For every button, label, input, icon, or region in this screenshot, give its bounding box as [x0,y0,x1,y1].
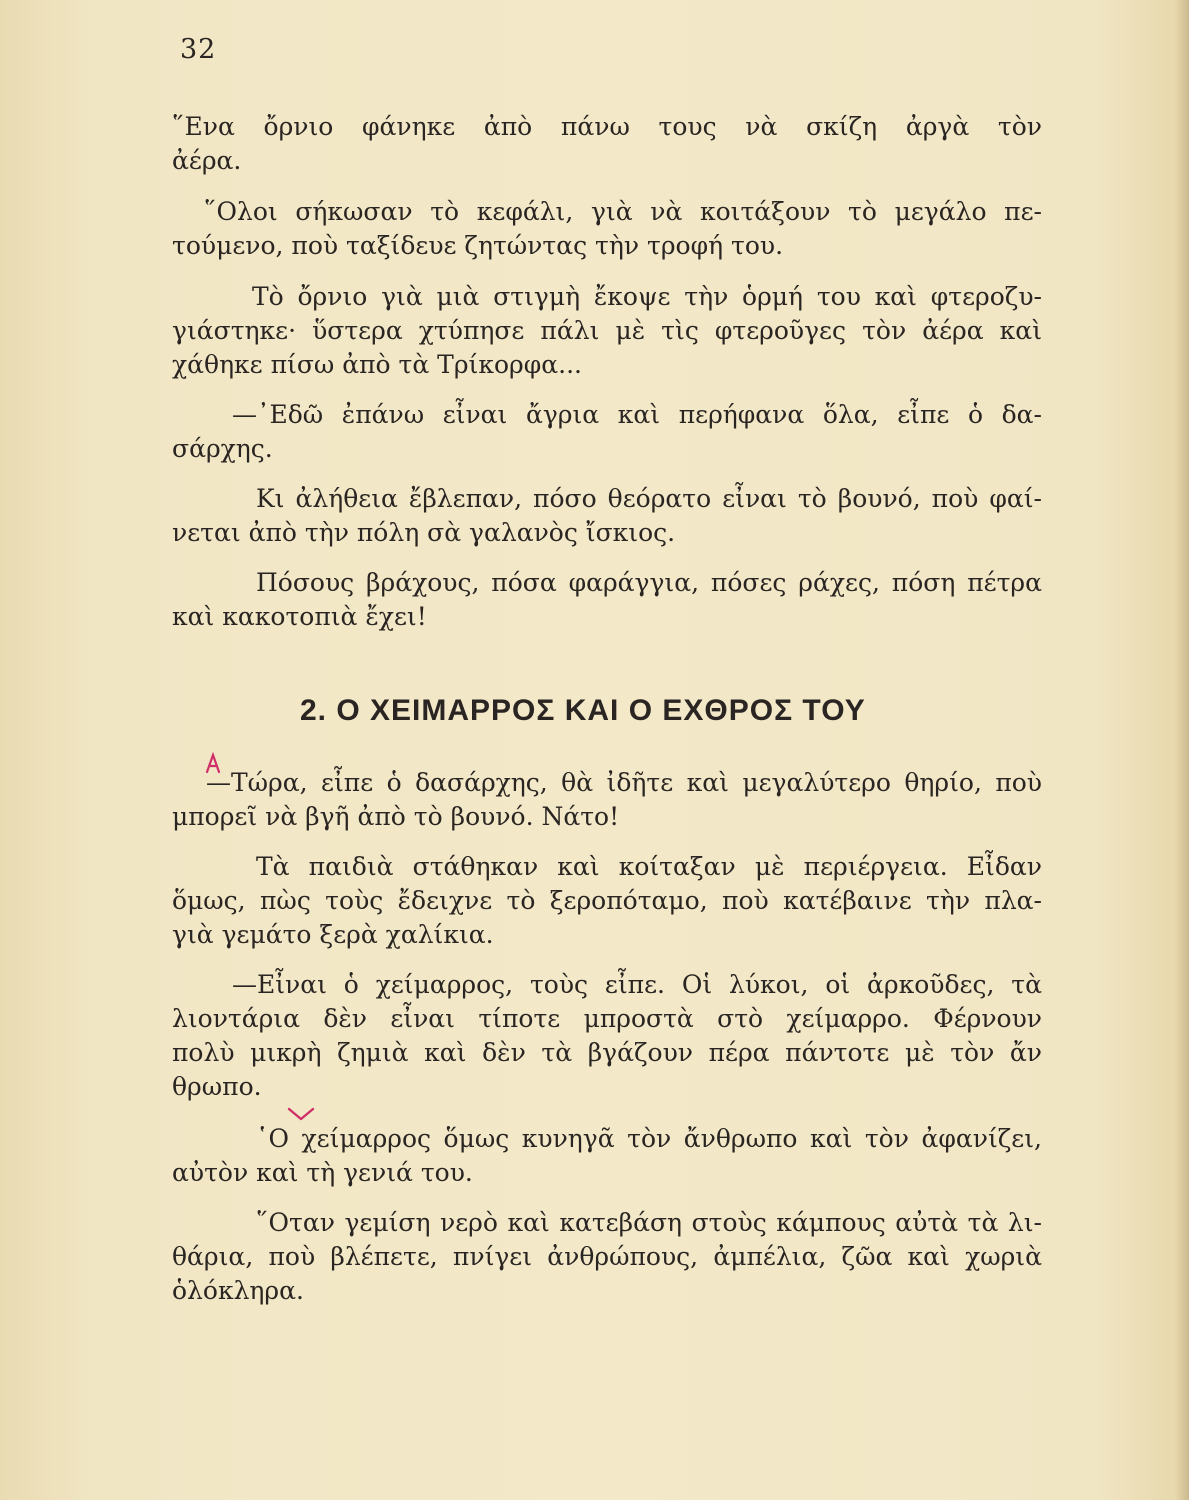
text-line: —᾿Εδῶ ἐπάνω εἶναι ἄγρια καὶ περήφανα ὅλα, εἶπε ὁ δα- [232,400,1042,429]
text-line: Κι ἀλήθεια ἔβλεπαν, πόσο θεόρατο εἶναι τὸ βουνό, ποὺ φαί- [256,484,1042,513]
text-line: πολὺ μικρὴ ζημιὰ καὶ δὲν τὰ βγάζουν πέρα πάντοτε μὲ τὸν ἄν [172,1038,1042,1067]
handwritten-mark-icon [204,752,222,774]
text-line: ὁλόκληρα. [172,1276,304,1305]
text-line: ῞Ενα ὄρνιο φάνηκε ἀπὸ πάνω τους νὰ σκίζη ἀργὰ τὸν [172,112,1042,141]
text-line: χάθηκε πίσω ἀπὸ τὰ Τρίκορφα... [172,350,582,379]
text-line: θάρια, ποὺ βλέπετε, πνίγει ἀνθρώπους, ἀμπέλια, ζῶα καὶ χωριὰ [172,1242,1042,1271]
text-line: Πόσους βράχους, πόσα φαράγγια, πόσες ράχες, πόση πέτρα [256,568,1042,597]
text-line: σάρχης. [172,434,273,463]
text-line: —Εἶναι ὁ χείμαρρος, τοὺς εἶπε. Οἱ λύκοι, οἱ ἀρκοῦδες, τὰ [232,970,1042,999]
text-line: Τὰ παιδιὰ στάθηκαν καὶ κοίταξαν μὲ περιέργεια. Εἶδαν [256,852,1042,881]
text-line: ῞Ολοι σήκωσαν τὸ κεφάλι, γιὰ νὰ κοιτάξουν τὸ μεγάλο πε- [204,197,1042,226]
text-line: μπορεῖ νὰ βγῆ ἀπὸ τὸ βουνό. Νάτο! [172,802,620,831]
text-line: αὐτὸν καὶ τὴ γενιά του. [172,1158,473,1187]
text-line: Τὸ ὄρνιο γιὰ μιὰ στιγμὴ ἔκοψε τὴν ὁρμή του καὶ φτεροζυ- [252,282,1042,311]
text-line: τούμενο, ποὺ ταξίδευε ζητώντας τὴν τροφή του. [172,231,784,260]
text-line: ῾Ο χείμαρρος ὅμως κυνηγᾶ τὸν ἄνθρωπο καὶ τὸν ἀφανίζει, [256,1124,1042,1153]
text-line: ἀέρα. [172,146,242,175]
text-line: γιάστηκε· ὕστερα χτύπησε πάλι μὲ τὶς φτεροῦγες τὸν ἀέρα καὶ [172,316,1042,345]
text-line: νεται ἀπὸ τὴν πόλη σὰ γαλανὸς ἴσκιος. [172,518,676,547]
page-edge-shadow [1175,0,1189,1500]
text-line: ὅμως, πὼς τοὺς ἔδειχνε τὸ ξεροπόταμο, ποὺ κατέβαινε τὴν πλα- [172,886,1042,915]
text-line: γιὰ γεμάτο ξερὰ χαλίκια. [172,920,494,949]
section-heading: 2. Ο ΧΕΙΜΑΡΡΟΣ ΚΑΙ Ο ΕΧΘΡΟΣ ΤΟΥ [300,694,866,727]
handwritten-arrow-icon [286,1106,316,1122]
text-line: —Τώρα, εἶπε ὁ δασάρχης, θὰ ἰδῆτε καὶ μεγαλύτερο θηρίο, ποὺ [206,768,1042,797]
text-line: θρωπο. [172,1072,262,1101]
text-line: λιοντάρια δὲν εἶναι τίποτε μπροστὰ στὸ χείμαρρο. Φέρνουν [172,1004,1042,1033]
page-number: 32 [180,34,217,65]
text-line: καὶ κακοτοπιὰ ἔχει! [172,602,427,631]
text-line: ῞Οταν γεμίση νερὸ καὶ κατεβάση στοὺς κάμπους αὐτὰ τὰ λι- [256,1208,1042,1237]
